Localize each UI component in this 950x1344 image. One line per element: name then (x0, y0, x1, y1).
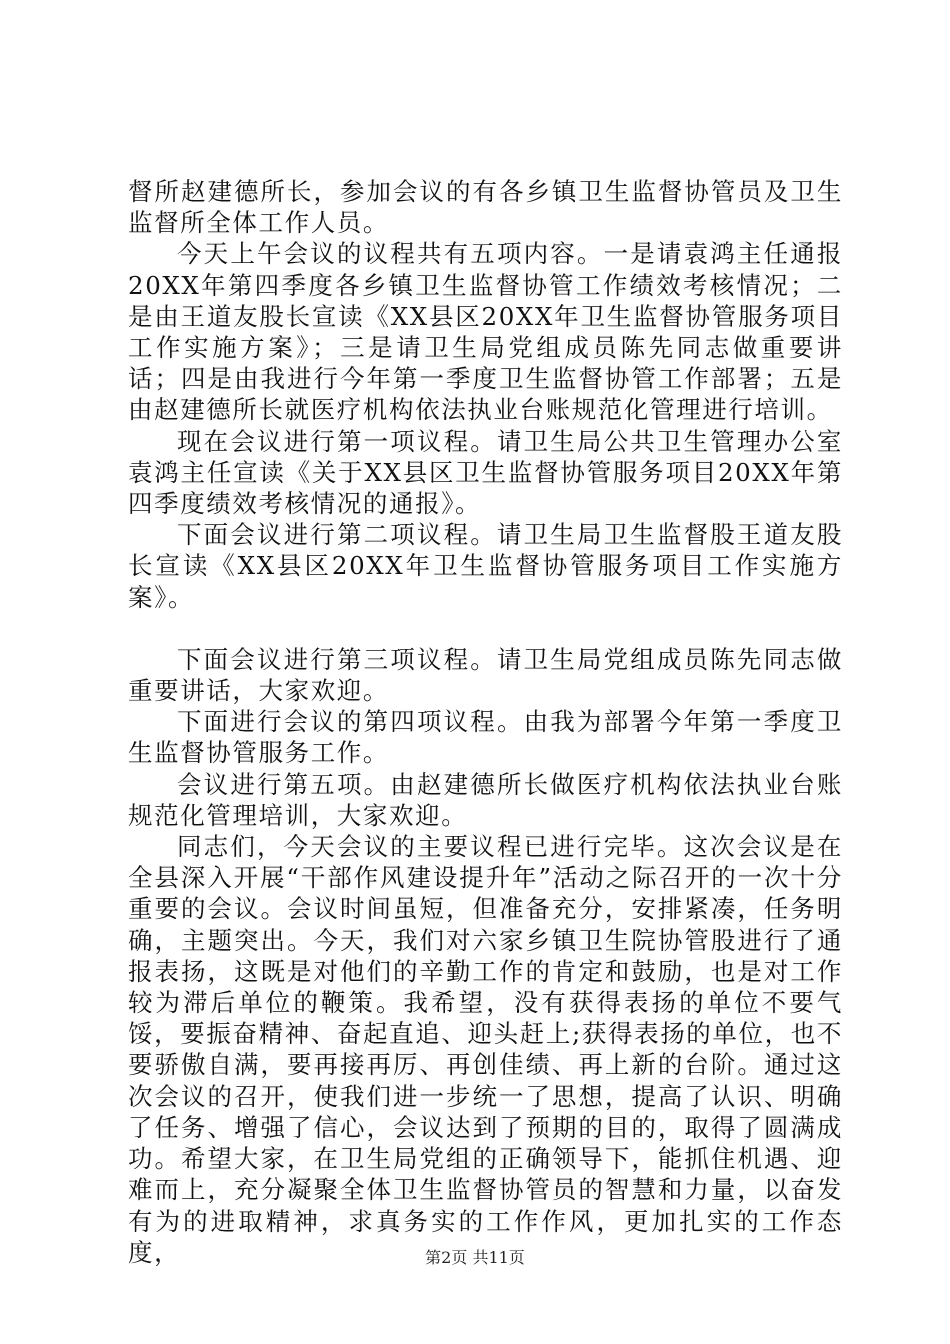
paragraph-agenda-item-2: 下面会议进行第二项议程。请卫生局卫生监督股王道友股长宣读《XX县区20XX年卫生监督协管服务项目工作实施方案》。 (128, 520, 843, 612)
paragraph-agenda-item-5: 会议进行第五项。由赵建德所长做医疗机构依法执业台账规范化管理培训，大家欢迎。 (128, 769, 843, 830)
document-body (128, 176, 843, 1268)
paragraph-continuation: 督所赵建德所长，参加会议的有各乡镇卫生监督协管员及卫生监督所全体工作人员。 (128, 177, 843, 238)
paragraph-agenda-overview: 今天上午会议的议程共有五项内容。一是请袁鸿主任通报20XX年第四季度各乡镇卫生监督协管工作绩效考核情况；二是由王道友股长宣读《XX县区20XX年卫生监督协管服务项目工作实施方案》；三是请卫生局党组成员陈先同志做重要讲话；四是由我进行今年第一季度卫生监督协管工作部署；五是由赵建德所长就医疗机构依法执业台账规范化管理进行培训。 (128, 239, 843, 425)
paragraph-agenda-item-3: 下面会议进行第三项议程。请卫生局党组成员陈先同志做重要讲话，大家欢迎。 (128, 644, 843, 706)
paragraph-gap (128, 613, 843, 644)
paragraph-closing-remarks: 同志们，今天会议的主要议程已进行完毕。这次会议是在全县深入开展“干部作风建设提升年”活动之际召开的一次十分重要的会议。会议时间虽短，但准备充分，安排紧凑，任务明确，主题突出。今天，我们对六家乡镇卫生院协管股进行了通报表扬，这既是对他们的辛勤工作的肯定和鼓励，也是对工作较为滞后单位的鞭策。我希望，没有获得表扬的单位不要气馁，要振奋精神、奋起直追、迎头赶上;获得表扬的单位，也不要骄傲自满，要再接再厉、再创佳绩、再上新的台阶。通过这次会议的召开，使我们进一步统一了思想，提高了认识、明确了任务、增强了信心，会议达到了预期的目的，取得了圆满成功。希望大家，在卫生局党组的正确领导下，能抓住机遇、迎难而上，充分凝聚全体卫生监督协管员的智慧和力量，以奋发有为的进取精神，求真务实的工作作风，更加扎实的工作态度， (128, 832, 843, 1267)
paragraph-agenda-item-4: 下面进行会议的第四项议程。由我为部署今年第一季度卫生监督协管服务工作。 (128, 707, 843, 768)
paragraph-agenda-item-1: 现在会议进行第一项议程。请卫生局公共卫生管理办公室袁鸿主任宣读《关于XX县区卫生监督协管服务项目20XX年第四季度绩效考核情况的通报》。 (128, 426, 843, 519)
page-number-footer: 第2页 共11页 (425, 1248, 525, 1267)
